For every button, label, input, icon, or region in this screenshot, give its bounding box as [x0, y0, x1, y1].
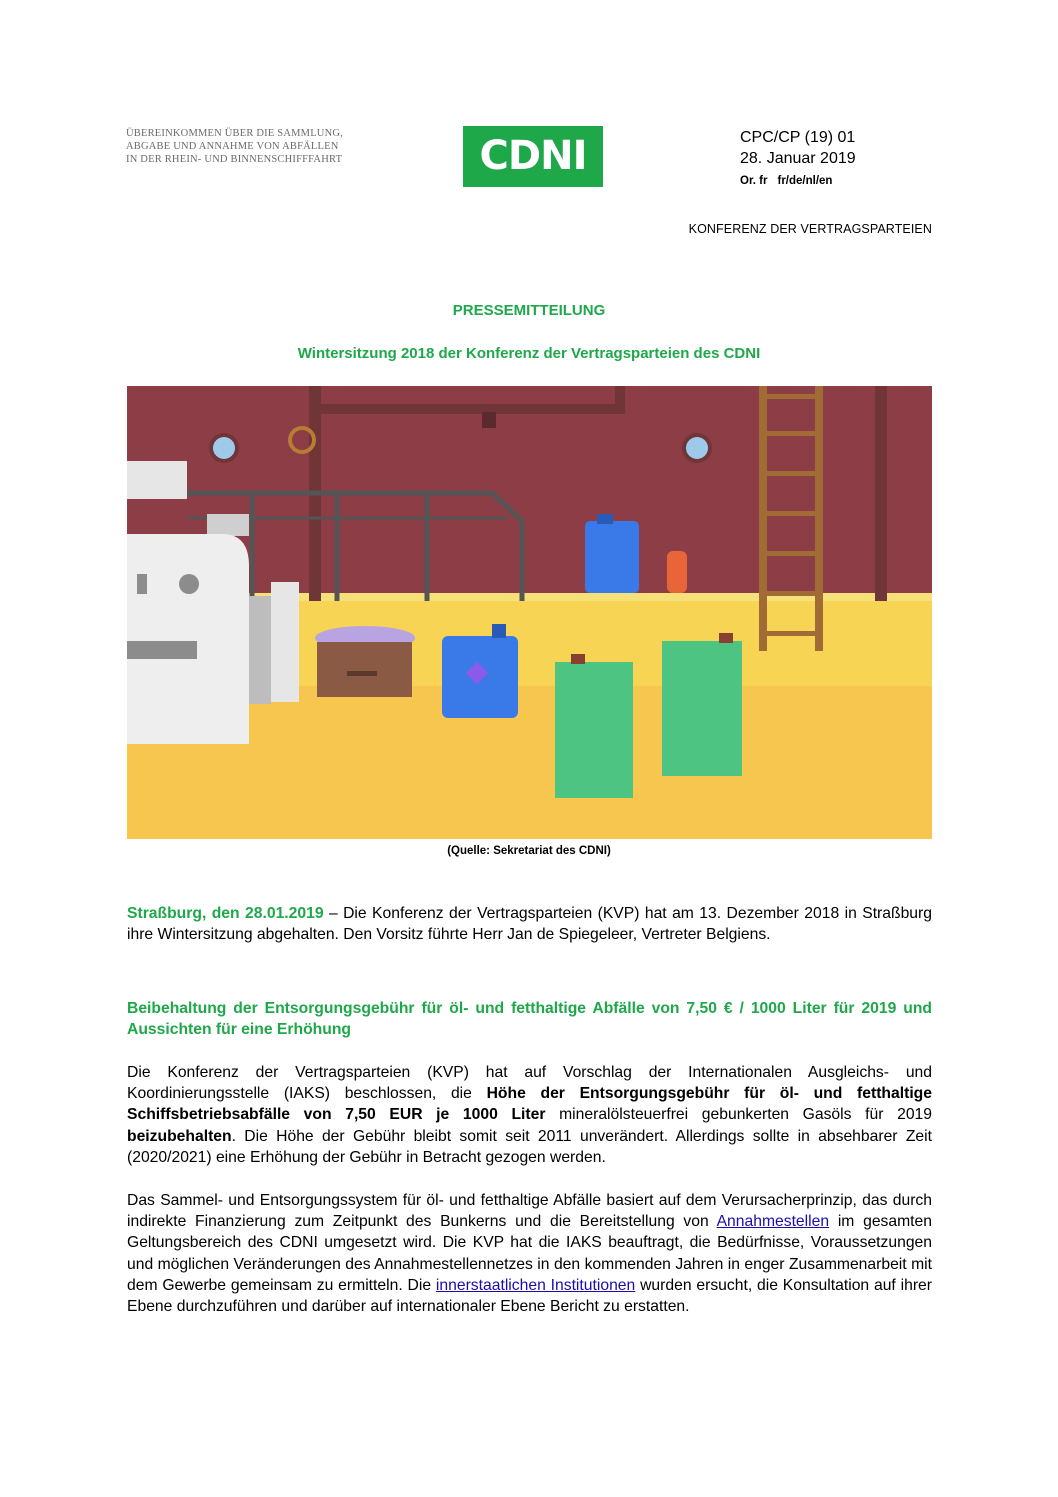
section-heading: Beibehaltung der Entsorgungsgebühr für öl- und fetthaltige Abfälle von 7,50 € / 1000 Liter für 2019 und Aussichten für eine Erhöhung [127, 1000, 932, 1039]
page-title: PRESSEMITTEILUNG [452, 302, 606, 319]
language-info [740, 171, 856, 192]
system-paragraph [127, 1190, 932, 1317]
bold-text: beizubehalten [127, 1127, 232, 1145]
text-run: Das Sammel- und Entsorgungssystem für öl- und fetthaltige Abfälle basiert auf dem Verursacherprinzip, das durch indirekte Finanzierung zum Zeitpunkt des Bunkerns und die Bereitstellung von [127, 1192, 932, 1231]
page-subtitle: Wintersitzung 2018 der Konferenz der Vertragsparteien des CDNI [297, 345, 761, 362]
bold-text: Höhe der Entsorgungsgebühr für öl- und fetthaltige Schiffsbetriebsabfälle von 7,50 EUR je 1000 Liter [127, 1085, 932, 1124]
annahmestellen-link[interactable]: Annahmestellen [716, 1213, 830, 1231]
conference-label: KONFERENZ DER VERTRAGSPARTEIEN [688, 222, 932, 236]
intro-text: – Die Konferenz der Vertragsparteien (KVP) hat am 13. Dezember 2018 in Straßburg ihre Wintersitzung abgehalten. Den Vorsitz führte Herr Jan de Spiegeleer, Vertreter Belgiens. [127, 905, 932, 944]
dateline: Straßburg, den 28.01.2019 [127, 905, 324, 922]
cdni-logo: CDNI [463, 126, 603, 187]
org-line: ÜBEREINKOMMEN ÜBER DIE SAMMLUNG, [126, 128, 343, 139]
text-run: im gesamten Geltungsbereich des CDNI umgesetzt wird. Die KVP hat die IAKS beauftragt, die Bedürfnisse, Voraussetzungen und möglichen Veränderungen des Annahmestellennetzes in den kommenden Jahren in enger Zusammenarbeit mit dem Gewerbe gemeinsam zu ermitteln. Die [127, 1213, 932, 1294]
org-line: IN DER RHEIN- UND BINNENSCHIFFFAHRT [126, 154, 343, 165]
intro-paragraph [127, 903, 932, 945]
original-language: Or. fr [740, 175, 768, 187]
document-date: 28. Januar 2019 [740, 150, 856, 167]
fee-paragraph [127, 1062, 932, 1168]
text-run: wurden ersucht, die Konsultation auf ihrer Ebene durchzuführen und darüber auf internationaler Ebene Bericht zu erstatten. [127, 1276, 933, 1316]
organization-name [126, 127, 396, 166]
image-caption: (Quelle: Sekretariat des CDNI) [447, 845, 611, 857]
document-reference: CPC/CP (19) 01 [740, 129, 856, 146]
ship-engine-room-illustration [127, 386, 932, 839]
text-run: mineralölsteuerfrei gebunkerten Gasöls für 2019 [545, 1106, 932, 1124]
org-line: ABGABE UND ANNAHME VON ABFÄLLEN [126, 141, 339, 152]
institutionen-link[interactable]: innerstaatlichen Institutionen [435, 1276, 636, 1294]
languages: fr/de/nl/en [777, 175, 833, 187]
text-run: Die Konferenz der Vertragsparteien (KVP) hat auf Vorschlag der Internationalen Ausgleichs- und Koordinierungsstelle (IAKS) beschlossen, die [127, 1064, 932, 1103]
document-reference-block [740, 127, 856, 192]
text-run: . Die Höhe der Gebühr bleibt somit seit 2011 unverändert. Allerdings sollte in absehbarer Zeit (2020/2021) eine Erhöhung der Gebühr in Betracht gezogen werden. [127, 1127, 932, 1166]
